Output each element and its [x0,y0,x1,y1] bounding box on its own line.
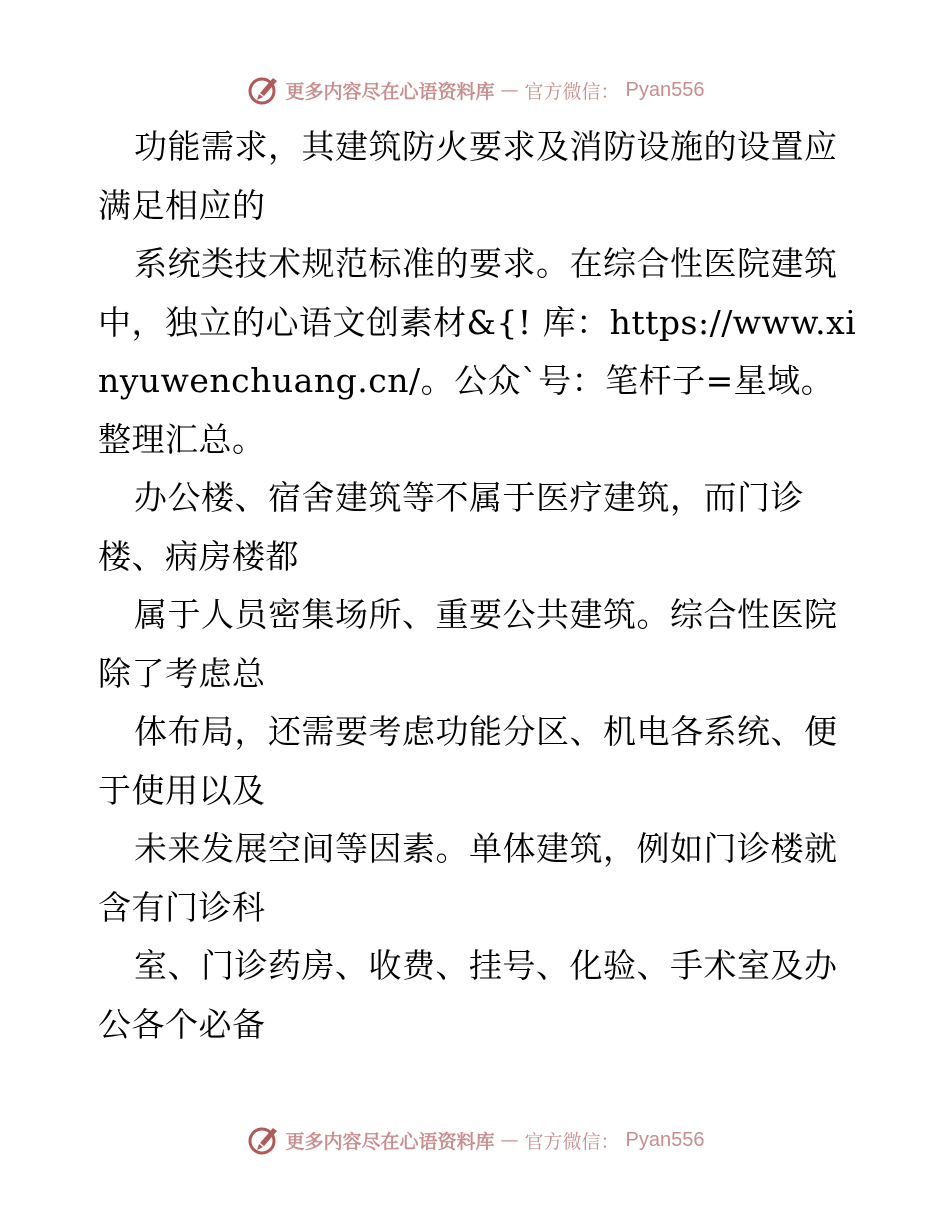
banner-dash: — [500,1129,519,1151]
paragraph-7: 室、门诊药房、收费、挂号、化验、手术室及办公各个必备 [98,946,838,1044]
banner-wechat-id: Pyan556 [625,1128,705,1151]
banner-wechat-label: 官方微信： [524,1130,620,1153]
pen-nib-circle-icon [246,1123,280,1157]
paragraph-2: 系统类技术规范标准的要求。在综合性医院建筑中，独立的心语文创素材&{! 库：https://www.xinyuwenchuang.cn/。公众`号：笔杆子=星域。整理汇总。 [98,244,857,459]
banner-text: 更多内容尽在心语资料库 [285,80,495,103]
paragraph-6: 未来发展空间等因素。单体建筑，例如门诊楼就含有门诊科 [98,829,838,927]
footer-watermark-banner [0,1120,950,1160]
pen-nib-circle-icon [246,73,280,107]
document-body [98,118,858,1054]
banner-text: 更多内容尽在心语资料库 [285,1130,495,1153]
header-watermark-banner [0,70,950,110]
paragraph-1: 功能需求，其建筑防火要求及消防设施的设置应满足相应的 [98,127,838,225]
paragraph-4: 属于人员密集场所、重要公共建筑。综合性医院除了考虑总 [98,595,838,693]
paragraph-3: 办公楼、宿舍建筑等不属于医疗建筑，而门诊楼、病房楼都 [98,478,804,576]
paragraph-5: 体布局，还需要考虑功能分区、机电各系统、便于使用以及 [98,712,838,810]
banner-wechat-label: 官方微信： [524,80,620,103]
banner-dash: — [500,79,519,101]
banner-wechat-id: Pyan556 [625,78,705,101]
